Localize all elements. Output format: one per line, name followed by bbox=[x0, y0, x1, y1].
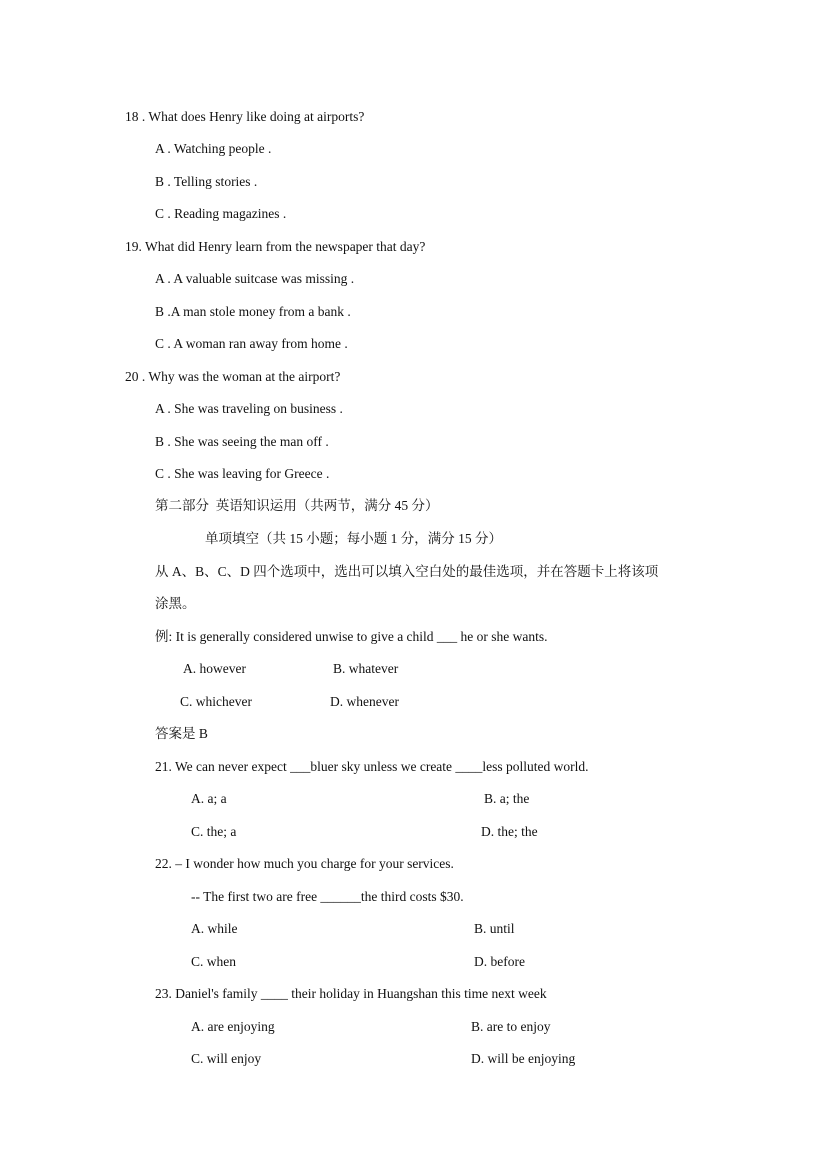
question-18-option-b: B . Telling stories . bbox=[155, 174, 258, 189]
question-20-stem: 20 . Why was the woman at the airport? bbox=[125, 369, 341, 384]
question-23-option-c: C. will enjoy bbox=[191, 1051, 262, 1066]
question-21-option-c: C. the; a bbox=[191, 824, 237, 839]
question-22-option-c: C. when bbox=[191, 954, 236, 969]
question-21-stem: 21. We can never expect ___bluer sky unless we create ____less polluted world. bbox=[155, 759, 589, 774]
example-option-d: D. whenever bbox=[330, 694, 399, 709]
question-20-option-a: A . She was traveling on business . bbox=[155, 401, 343, 416]
question-22-stem: 22. – I wonder how much you charge for your services. bbox=[155, 856, 454, 871]
question-18-option-a: A . Watching people . bbox=[155, 141, 272, 156]
question-19-option-a: A . A valuable suitcase was missing . bbox=[155, 271, 355, 286]
question-21-option-b: B. a; the bbox=[484, 791, 530, 806]
question-20-option-b: B . She was seeing the man off . bbox=[155, 434, 329, 449]
example-stem: 例: It is generally considered unwise to give a child ___ he or she wants. bbox=[155, 629, 548, 644]
question-23-option-a: A. are enjoying bbox=[191, 1019, 275, 1034]
question-22-reply: -- The first two are free ______the third costs $30. bbox=[191, 889, 464, 904]
question-21-option-d: D. the; the bbox=[481, 824, 538, 839]
question-20-option-c: C . She was leaving for Greece . bbox=[155, 466, 330, 481]
question-23-option-b: B. are to enjoy bbox=[471, 1019, 551, 1034]
question-22-option-d: D. before bbox=[474, 954, 525, 969]
instructions-line-2: 涂黑。 bbox=[155, 596, 196, 611]
question-21-option-a: A. a; a bbox=[191, 791, 227, 806]
question-19-option-b: B .A man stole money from a bank . bbox=[155, 304, 351, 319]
question-23-option-d: D. will be enjoying bbox=[471, 1051, 576, 1066]
example-option-c: C. whichever bbox=[180, 694, 252, 709]
question-23-stem: 23. Daniel's family ____ their holiday in Huangshan this time next week bbox=[155, 986, 547, 1001]
section-subtitle: 单项填空（共 15 小题；每小题 1 分，满分 15 分） bbox=[205, 531, 502, 546]
question-19-option-c: C . A woman ran away from home . bbox=[155, 336, 348, 351]
instructions-line-1: 从 A、B、C、D 四个选项中，选出可以填入空白处的最佳选项，并在答题卡上将该项 bbox=[155, 564, 659, 579]
example-answer: 答案是 B bbox=[155, 726, 208, 741]
example-option-b: B. whatever bbox=[333, 661, 399, 676]
section-title: 第二部分 英语知识运用（共两节，满分 45 分） bbox=[155, 498, 439, 513]
question-18-stem: 18 . What does Henry like doing at airports? bbox=[125, 109, 365, 124]
example-option-a: A. however bbox=[183, 661, 246, 676]
question-22-option-a: A. while bbox=[191, 921, 238, 936]
question-18-option-c: C . Reading magazines . bbox=[155, 206, 287, 221]
question-22-option-b: B. until bbox=[474, 921, 515, 936]
question-19-stem: 19. What did Henry learn from the newspaper that day? bbox=[125, 239, 426, 254]
